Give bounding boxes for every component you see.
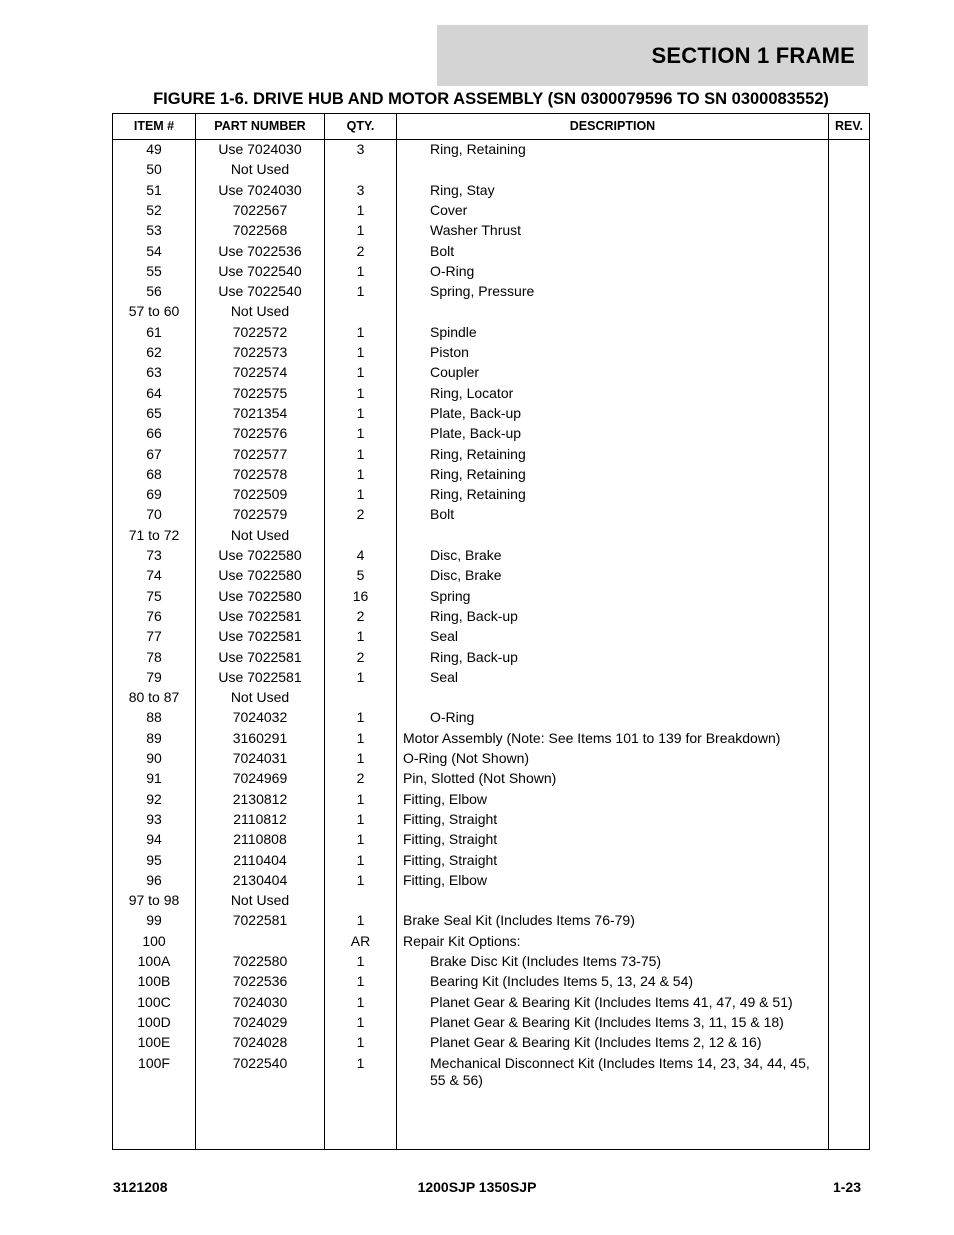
quantity: 1 xyxy=(356,364,365,381)
quantity: 3 xyxy=(356,141,365,157)
quantity: 1 xyxy=(356,445,365,462)
description: Ring, Retaining xyxy=(430,465,526,482)
description: Fitting, Straight xyxy=(403,851,498,868)
item-number: 54 xyxy=(146,242,162,259)
quantity: 2 xyxy=(356,506,365,523)
item-number: 91 xyxy=(146,770,162,787)
table-row xyxy=(113,688,869,708)
quantity: 2 xyxy=(356,648,365,665)
quantity: 1 xyxy=(356,1054,365,1071)
parts-table xyxy=(112,113,870,1150)
description: Spring xyxy=(430,587,471,604)
table-row xyxy=(113,1013,869,1033)
footer-model: 1200SJP 1350SJP xyxy=(417,1179,537,1195)
table-row xyxy=(113,627,869,647)
part-number: Not Used xyxy=(230,892,290,909)
quantity: 3 xyxy=(356,181,365,198)
description: Disc, Brake xyxy=(430,567,502,584)
quantity: 2 xyxy=(356,770,365,787)
item-number: 55 xyxy=(146,262,162,279)
description: Fitting, Elbow xyxy=(403,871,488,888)
part-number: Use 7022536 xyxy=(218,242,302,259)
description: Brake Seal Kit (Includes Items 76-79) xyxy=(403,912,635,929)
item-number: 62 xyxy=(146,344,162,360)
part-number: 7022580 xyxy=(232,953,288,969)
table-row xyxy=(113,160,869,180)
item-number: 96 xyxy=(146,871,162,888)
item-number: 75 xyxy=(146,587,162,604)
table-row xyxy=(113,465,869,485)
part-number: Use 7022540 xyxy=(218,262,302,279)
table-row xyxy=(113,769,869,789)
description: Cover xyxy=(430,201,468,218)
description: Motor Assembly (Note: See Items 101 to 139 for Breakdown) xyxy=(403,729,781,746)
description: Pin, Slotted (Not Shown) xyxy=(403,770,557,787)
table-row xyxy=(113,830,869,850)
part-number: 7022579 xyxy=(232,506,288,523)
table-row xyxy=(113,952,869,972)
description: Bolt xyxy=(430,242,455,259)
quantity: 1 xyxy=(356,851,365,868)
quantity: 2 xyxy=(356,242,365,259)
table-row xyxy=(113,871,869,891)
quantity: 1 xyxy=(356,993,365,1010)
quantity: 1 xyxy=(356,486,365,503)
item-number: 69 xyxy=(146,486,162,503)
description: Plate, Back-up xyxy=(430,425,522,442)
table-row xyxy=(113,668,869,688)
table-row xyxy=(113,790,869,810)
description: Ring, Locator xyxy=(430,384,514,401)
description: O-Ring xyxy=(430,262,475,279)
description: Ring, Retaining xyxy=(430,141,526,157)
part-number: 7024032 xyxy=(232,709,288,726)
part-number: 7022572 xyxy=(232,323,288,340)
table-row xyxy=(113,546,869,566)
item-number: 100F xyxy=(138,1054,170,1071)
item-number: 66 xyxy=(146,425,162,442)
table-row xyxy=(113,323,869,343)
table-row xyxy=(113,282,869,302)
part-number: Use 7022580 xyxy=(218,587,302,604)
description: Repair Kit Options: xyxy=(403,932,521,949)
part-number: 7022573 xyxy=(232,344,288,360)
table-row xyxy=(113,302,869,322)
table-row xyxy=(113,363,869,383)
part-number: 7022568 xyxy=(232,222,288,239)
description: Seal xyxy=(430,628,459,645)
description: Ring, Back-up xyxy=(430,648,518,665)
quantity: 1 xyxy=(356,323,365,340)
description: Planet Gear & Bearing Kit (Includes Items 2, 12 & 16) xyxy=(430,1034,762,1051)
part-number: 7022577 xyxy=(232,445,288,462)
description: O-Ring xyxy=(430,709,475,726)
part-number: 7022578 xyxy=(232,465,288,482)
item-number: 100B xyxy=(137,973,171,990)
description: O-Ring (Not Shown) xyxy=(403,750,530,766)
quantity: 1 xyxy=(356,1034,365,1051)
quantity: 1 xyxy=(356,810,365,827)
item-number: 76 xyxy=(146,607,162,624)
part-number: 7022536 xyxy=(232,973,288,990)
quantity: 1 xyxy=(356,973,365,990)
table-row xyxy=(113,140,869,160)
part-number: 7021354 xyxy=(232,404,288,421)
part-number: 2110812 xyxy=(233,810,287,827)
description: Ring, Retaining xyxy=(430,486,526,503)
footer-page-number: 1-23 xyxy=(832,1179,861,1195)
item-number: 78 xyxy=(146,648,162,665)
section-title: SECTION 1 FRAME xyxy=(651,42,855,68)
item-number: 94 xyxy=(146,831,162,848)
item-number: 61 xyxy=(146,323,162,340)
header-qty: QTY. xyxy=(346,119,375,133)
part-number: 7022574 xyxy=(232,364,288,381)
description: Ring, Retaining xyxy=(430,445,526,462)
item-number: 89 xyxy=(146,729,162,746)
table-row xyxy=(113,810,869,830)
quantity: 1 xyxy=(356,831,365,848)
quantity: 1 xyxy=(356,465,365,482)
part-number: Use 7022580 xyxy=(218,567,302,584)
item-number: 67 xyxy=(146,445,162,462)
quantity: 1 xyxy=(356,222,365,239)
quantity: 1 xyxy=(356,201,365,218)
description: Planet Gear & Bearing Kit (Includes Items 3, 11, 15 & 18) xyxy=(430,1013,784,1030)
part-number: 2110404 xyxy=(233,851,287,868)
table-row xyxy=(113,181,869,201)
quantity: 1 xyxy=(356,628,365,645)
part-number: 2130812 xyxy=(232,790,288,807)
item-number: 51 xyxy=(146,181,162,198)
item-number: 79 xyxy=(146,668,162,685)
header-description: DESCRIPTION xyxy=(569,119,656,133)
item-number: 57 to 60 xyxy=(128,303,180,320)
table-row xyxy=(113,221,869,241)
description: Spindle xyxy=(430,323,477,340)
quantity: 1 xyxy=(356,404,365,421)
item-number: 49 xyxy=(146,141,162,157)
table-row xyxy=(113,891,869,911)
description: Washer Thrust xyxy=(430,222,522,239)
description: Mechanical Disconnect Kit (Includes Items 14, 23, 34, 44, 45, 55 & 56) xyxy=(430,1054,810,1088)
description: Brake Disc Kit (Includes Items 73-75) xyxy=(430,953,662,969)
part-number: 7022576 xyxy=(232,425,288,442)
header-part-number: PART NUMBER xyxy=(214,119,306,133)
part-number: 7022540 xyxy=(232,1054,288,1071)
table-row xyxy=(113,404,869,424)
table-row xyxy=(113,932,869,952)
item-number: 100A xyxy=(137,953,171,969)
item-number: 95 xyxy=(146,851,162,868)
header-item: ITEM # xyxy=(133,119,175,133)
item-number: 90 xyxy=(146,750,162,766)
quantity: 5 xyxy=(356,567,365,584)
table-row xyxy=(113,587,869,607)
table-row xyxy=(113,729,869,749)
quantity: 1 xyxy=(356,1013,365,1030)
part-number: Use 7024030 xyxy=(218,181,302,198)
header-rev: REV. xyxy=(834,119,864,133)
item-number: 63 xyxy=(146,364,162,381)
part-number: Not Used xyxy=(230,526,290,543)
table-header xyxy=(113,114,869,140)
part-number: 7022567 xyxy=(232,201,288,218)
quantity: 1 xyxy=(356,871,365,888)
item-number: 64 xyxy=(146,384,162,401)
item-number: 77 xyxy=(146,628,162,645)
description: Plate, Back-up xyxy=(430,404,522,421)
item-number: 92 xyxy=(146,790,162,807)
table-row xyxy=(113,911,869,931)
item-number: 97 to 98 xyxy=(128,892,180,909)
quantity: 1 xyxy=(356,912,365,929)
footer-doc-number: 3121208 xyxy=(113,1179,168,1195)
item-number: 70 xyxy=(146,506,162,523)
table-row xyxy=(113,648,869,668)
quantity: 16 xyxy=(352,587,369,604)
part-number: 7024029 xyxy=(232,1013,288,1030)
table-row xyxy=(113,505,869,525)
description: Bolt xyxy=(430,506,455,523)
item-number: 80 to 87 xyxy=(128,689,180,706)
item-number: 88 xyxy=(146,709,162,726)
description: Planet Gear & Bearing Kit (Includes Items 41, 47, 49 & 51) xyxy=(430,993,793,1010)
quantity: 2 xyxy=(356,607,365,624)
table-row xyxy=(113,485,869,505)
description: Fitting, Straight xyxy=(403,810,498,827)
table-row xyxy=(113,749,869,769)
part-number: Use 7022581 xyxy=(218,668,302,685)
part-number: Use 7022540 xyxy=(218,283,302,300)
part-number: 2130404 xyxy=(232,871,288,888)
table-row xyxy=(113,384,869,404)
table-row xyxy=(113,607,869,627)
quantity: 1 xyxy=(356,283,365,300)
section-banner xyxy=(437,25,868,86)
quantity: 1 xyxy=(356,953,365,969)
item-number: 56 xyxy=(146,283,162,300)
table-row xyxy=(113,445,869,465)
item-number: 68 xyxy=(146,465,162,482)
part-number: Not Used xyxy=(230,303,290,320)
table-row xyxy=(113,1033,869,1053)
table-row xyxy=(113,851,869,871)
part-number: 7022509 xyxy=(232,486,288,503)
quantity: 1 xyxy=(356,262,365,279)
item-number: 73 xyxy=(146,547,162,563)
item-number: 100E xyxy=(137,1034,171,1051)
table-row xyxy=(113,424,869,444)
item-number: 71 to 72 xyxy=(128,526,180,543)
part-number: Use 7022581 xyxy=(218,648,302,665)
part-number: Use 7022581 xyxy=(218,628,302,645)
item-number: 100D xyxy=(137,1013,171,1030)
part-number: 7024031 xyxy=(232,750,288,766)
quantity: 1 xyxy=(356,344,365,360)
table-row xyxy=(113,708,869,728)
part-number: 7022581 xyxy=(232,912,288,929)
table-row xyxy=(113,242,869,262)
quantity: 4 xyxy=(356,547,365,563)
description: Piston xyxy=(430,344,469,360)
description: Coupler xyxy=(430,364,480,381)
description: Bearing Kit (Includes Items 5, 13, 24 & 54) xyxy=(430,973,694,990)
part-number: 7022575 xyxy=(232,384,288,401)
description: Ring, Back-up xyxy=(430,607,518,624)
table-row xyxy=(113,566,869,586)
part-number: 3160291 xyxy=(232,729,288,746)
table-row xyxy=(113,201,869,221)
quantity: 1 xyxy=(356,790,365,807)
part-number: Not Used xyxy=(230,689,290,706)
item-number: 100C xyxy=(137,993,171,1010)
table-row xyxy=(113,343,869,363)
item-number: 53 xyxy=(146,222,162,239)
table-row xyxy=(113,993,869,1013)
quantity: 1 xyxy=(356,750,365,766)
quantity: 1 xyxy=(356,729,365,746)
description: Fitting, Straight xyxy=(403,831,498,848)
description: Spring, Pressure xyxy=(430,283,535,300)
description: Seal xyxy=(430,668,459,685)
description: Fitting, Elbow xyxy=(403,790,488,807)
table-row xyxy=(113,1054,869,1088)
part-number: Use 7024030 xyxy=(218,141,302,157)
quantity: 1 xyxy=(356,384,365,401)
item-number: 74 xyxy=(146,567,162,584)
figure-title: FIGURE 1-6. DRIVE HUB AND MOTOR ASSEMBLY (SN 0300079596 TO SN 0300083552) xyxy=(153,90,829,108)
quantity: AR xyxy=(350,932,371,949)
part-number: 7024969 xyxy=(232,770,288,787)
description: Disc, Brake xyxy=(430,547,502,563)
quantity: 1 xyxy=(356,709,365,726)
table-row xyxy=(113,972,869,992)
item-number: 52 xyxy=(146,201,162,218)
part-number: 2110808 xyxy=(233,831,287,848)
item-number: 93 xyxy=(146,810,162,827)
part-number: Use 7022580 xyxy=(218,547,302,563)
part-number: Use 7022581 xyxy=(218,607,302,624)
part-number: 7024030 xyxy=(232,993,288,1010)
table-row xyxy=(113,526,869,546)
item-number: 100 xyxy=(142,932,166,949)
item-number: 99 xyxy=(146,912,162,929)
quantity: 1 xyxy=(356,425,365,442)
part-number: 7024028 xyxy=(232,1034,288,1051)
part-number: Not Used xyxy=(230,161,290,178)
item-number: 50 xyxy=(146,161,162,178)
item-number: 65 xyxy=(146,404,162,421)
quantity: 1 xyxy=(356,668,365,685)
description: Ring, Stay xyxy=(430,181,495,198)
table-row xyxy=(113,262,869,282)
